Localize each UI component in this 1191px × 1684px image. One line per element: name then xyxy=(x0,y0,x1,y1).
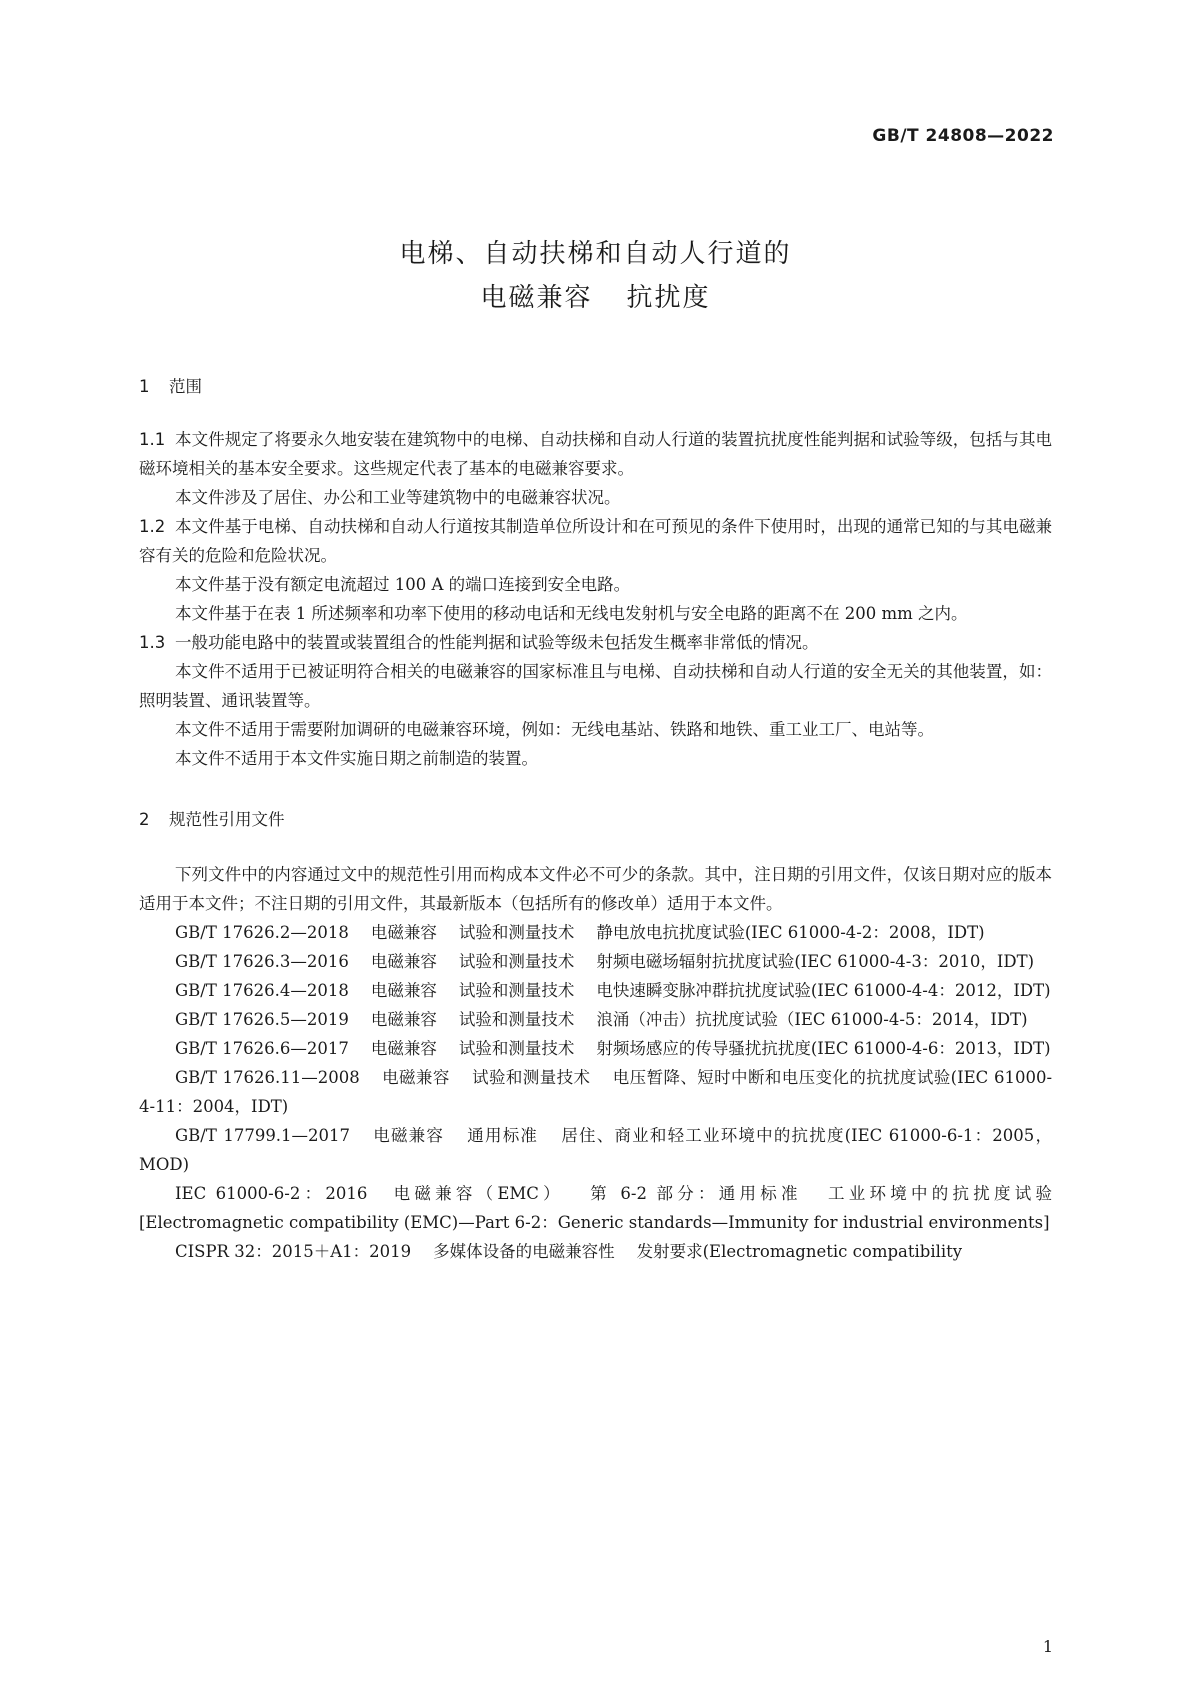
reference-code: GB/T 17626.3—2016 xyxy=(175,952,349,971)
reference-sub: 试验和测量技术 xyxy=(458,952,575,971)
reference-title: 射频电磁场辐射抗扰度试验(IEC 61000-4-3：2010，IDT) xyxy=(596,952,1035,971)
clause-1-1-paragraph-2: 本文件涉及了居住、办公和工业等建筑物中的电磁兼容状况。 xyxy=(175,488,621,507)
document-body xyxy=(139,372,1052,1266)
reference-item xyxy=(139,1005,1052,1034)
reference-item xyxy=(139,1063,1052,1121)
clause-1-2 xyxy=(139,512,1052,570)
reference-name: 电磁兼容 xyxy=(372,1126,445,1145)
reference-title: 电快速瞬变脉冲群抗扰度试验(IEC 61000-4-4：2012，IDT) xyxy=(596,981,1051,1000)
normative-reference-list xyxy=(139,918,1052,1266)
page-number: 1 xyxy=(1042,1637,1053,1656)
reference-name: 多媒体设备的电磁兼容性 xyxy=(433,1242,615,1261)
clause-1-3-paragraph-2: 本文件不适用于已被证明符合相关的电磁兼容的国家标准且与电梯、自动扶梯和自动人行道的安全无关的其他装置，如：照明装置、通讯装置等。 xyxy=(139,662,1052,710)
reference-name: 电磁兼容（EMC） xyxy=(389,1184,564,1203)
clause-1-3-text: 一般功能电路中的装置或装置组合的性能判据和试验等级未包括发生概率非常低的情况。 xyxy=(175,633,819,652)
reference-item xyxy=(139,918,1052,947)
clause-1-3-number: 1.3 xyxy=(139,633,166,652)
reference-code: IEC 61000-6-2：2016 xyxy=(175,1184,368,1203)
section-2-title: 规范性引用文件 xyxy=(169,810,285,829)
section-2-intro: 下列文件中的内容通过文中的规范性引用而构成本文件必不可少的条款。其中，注日期的引用文件，仅该日期对应的版本适用于本文件；不注日期的引用文件，其最新版本（包括所有的修改单）适用于本文件。 xyxy=(139,865,1052,913)
title-part-a: 电磁兼容 xyxy=(480,283,593,313)
reference-item xyxy=(139,947,1052,976)
reference-item xyxy=(139,1179,1052,1237)
reference-sub: 试验和测量技术 xyxy=(458,1039,575,1058)
reference-title: 静电放电抗扰度试验(IEC 61000-4-2：2008，IDT) xyxy=(596,923,985,942)
reference-title: 居住、商业和轻工业环境中的抗扰度(IEC 61000-6-1：2005，MOD) xyxy=(139,1126,1053,1174)
reference-code: GB/T 17626.6—2017 xyxy=(175,1039,349,1058)
reference-sub: 试验和测量技术 xyxy=(458,1010,575,1029)
reference-code: GB/T 17799.1—2017 xyxy=(175,1126,351,1145)
section-1-title: 范围 xyxy=(169,377,202,396)
reference-sub: 通用标准 xyxy=(466,1126,539,1145)
reference-item xyxy=(139,1121,1052,1179)
clause-1-3 xyxy=(139,628,1052,657)
standard-code: GB/T 24808—2022 xyxy=(872,126,1054,146)
reference-name: 电磁兼容 xyxy=(370,1010,437,1029)
clause-1-1 xyxy=(139,425,1052,483)
section-2-heading xyxy=(139,805,1052,834)
clause-1-3-paragraph-4: 本文件不适用于本文件实施日期之前制造的装置。 xyxy=(175,749,538,768)
section-1-heading xyxy=(139,372,1052,401)
reference-sub: 试验和测量技术 xyxy=(458,981,575,1000)
clause-1-2-text: 本文件基于电梯、自动扶梯和自动人行道按其制造单位所设计和在可预见的条件下使用时，出现的通常已知的与其电磁兼容有关的危险和危险状况。 xyxy=(139,517,1052,565)
reference-code: CISPR 32：2015＋A1：2019 xyxy=(175,1242,412,1261)
reference-title: 工业环境中的抗扰度试验[Electromagnetic compatibility (EMC)—Part 6-2：Generic standards—Immunity for industrial environments] xyxy=(139,1184,1053,1232)
reference-code: GB/T 17626.2—2018 xyxy=(175,923,349,942)
section-1-number: 1 xyxy=(139,377,150,396)
reference-code: GB/T 17626.11—2008 xyxy=(175,1068,360,1087)
reference-code: GB/T 17626.5—2019 xyxy=(175,1010,349,1029)
reference-title: 射频场感应的传导骚扰抗扰度(IEC 61000-4-6：2013，IDT) xyxy=(596,1039,1051,1058)
title-part-b: 抗扰度 xyxy=(626,283,711,313)
reference-name: 电磁兼容 xyxy=(370,981,437,1000)
reference-name: 电磁兼容 xyxy=(370,1039,437,1058)
clause-1-1-text: 本文件规定了将要永久地安装在建筑物中的电梯、自动扶梯和自动人行道的装置抗扰度性能判据和试验等级，包括与其电磁环境相关的基本安全要求。这些规定代表了基本的电磁兼容要求。 xyxy=(139,430,1052,478)
reference-name: 电磁兼容 xyxy=(381,1068,450,1087)
reference-title: 浪涌（冲击）抗扰度试验（IEC 61000-4-5：2014，IDT) xyxy=(596,1010,1028,1029)
reference-sub: 第 6-2 部分：通用标准 xyxy=(585,1184,802,1203)
section-2-number: 2 xyxy=(139,810,150,829)
clause-1-2-paragraph-2: 本文件基于没有额定电流超过 100 A 的端口连接到安全电路。 xyxy=(175,575,631,594)
reference-name: 电磁兼容 xyxy=(370,923,437,942)
reference-item xyxy=(139,1237,1052,1266)
document-title-line1: 电梯、自动扶梯和自动人行道的 xyxy=(399,239,792,269)
clause-1-1-number: 1.1 xyxy=(139,430,166,449)
reference-sub: 试验和测量技术 xyxy=(471,1068,591,1087)
clause-1-3-paragraph-3: 本文件不适用于需要附加调研的电磁兼容环境，例如：无线电基站、铁路和地铁、重工业工厂、电站等。 xyxy=(175,720,934,739)
reference-sub: 发射要求(Electromagnetic compatibility xyxy=(636,1242,963,1261)
reference-item xyxy=(139,976,1052,1005)
reference-item xyxy=(139,1034,1052,1063)
reference-code: GB/T 17626.4—2018 xyxy=(175,981,349,1000)
reference-sub: 试验和测量技术 xyxy=(458,923,575,942)
reference-name: 电磁兼容 xyxy=(370,952,437,971)
clause-1-2-paragraph-3: 本文件基于在表 1 所述频率和功率下使用的移动电话和无线电发射机与安全电路的距离不在 200 mm 之内。 xyxy=(175,604,968,623)
clause-1-2-number: 1.2 xyxy=(139,517,166,536)
reference-title: 电压暂降、短时中断和电压变化的抗扰度试验(IEC 61000-4-11：2004，IDT) xyxy=(139,1068,1053,1116)
document-title-line2 xyxy=(0,277,1191,314)
